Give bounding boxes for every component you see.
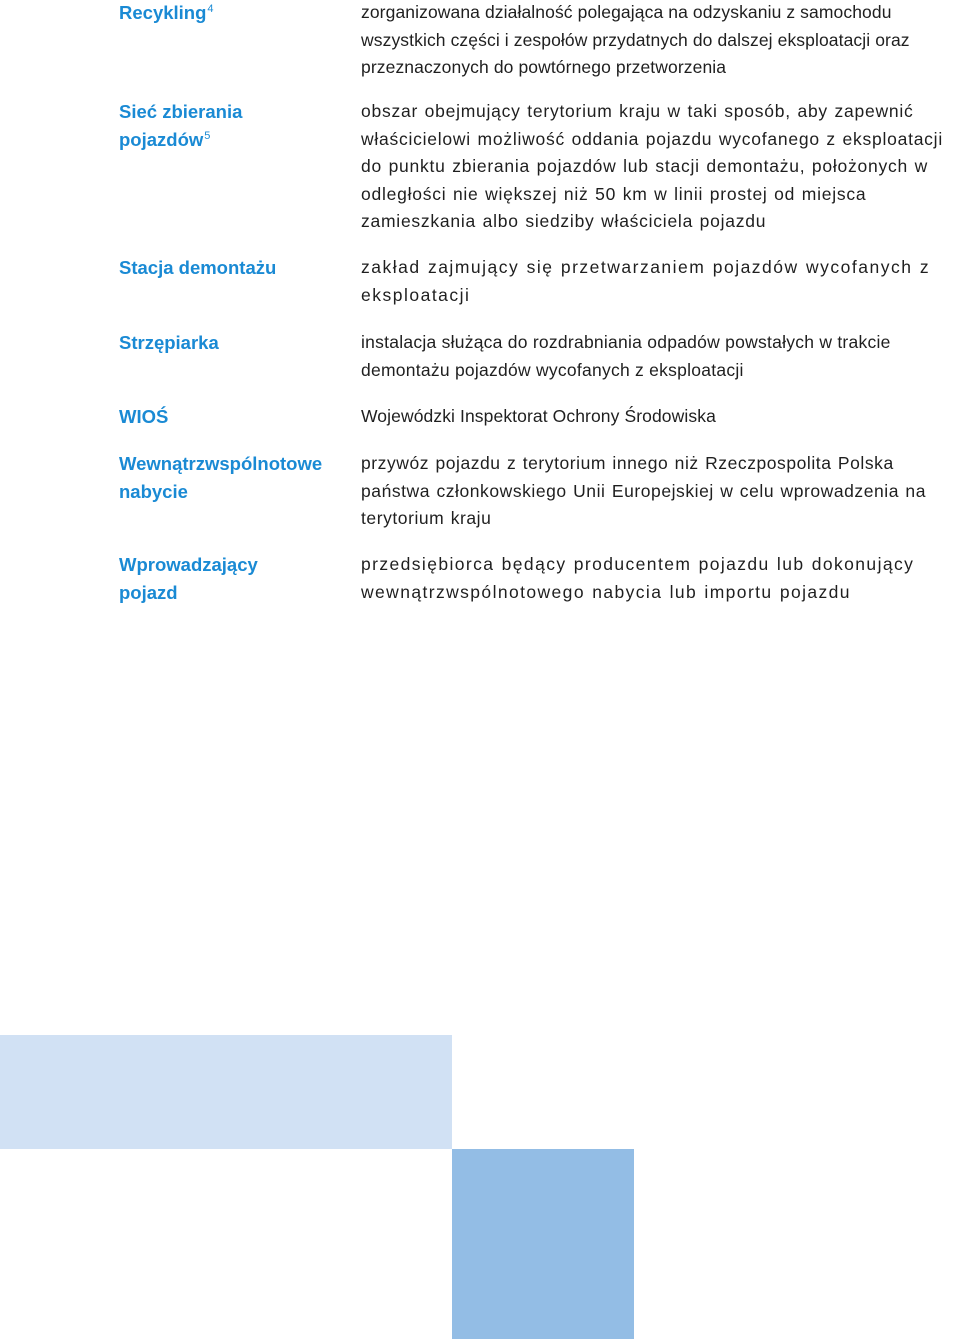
term-stacja-demontazu: Stacja demontażu — [119, 257, 277, 278]
decorative-block-light — [0, 1035, 452, 1149]
term-wewnatrzwspolnotowe-nabycie: Wewnątrzwspólnotowe nabycie — [119, 453, 323, 502]
term-label: Recykling — [119, 2, 207, 23]
definition-siec-zbierania: obszar obejmujący terytorium kraju w taki sposób, aby zapewnić właścicielowi możliwość oddania pojazdu wycofanego z eksploatacji do punktu zbierania pojazdów lub stacji demontażu, położonych w odległości nie większej niż 50 km w linii prostej od miejsca zamieszkania albo siedziby właściciela pojazdu — [361, 101, 943, 231]
term-strzepiarka: Strzępiarka — [119, 332, 219, 353]
term-wprowadzajacy-pojazd: Wprowadzający pojazd — [119, 554, 258, 603]
definition-strzepiarka: instalacja służąca do rozdrabniania odpadów powstałych w trakcie demontażu pojazdów wycofanych z eksploatacji — [361, 332, 891, 380]
term-wios: WIOŚ — [119, 406, 169, 427]
term-label: Sieć zbierania pojazdów — [119, 101, 243, 150]
term-recykling — [119, 0, 344, 27]
footnote-marker: 4 — [207, 3, 214, 15]
definition-stacja-demontazu: zakład zajmujący się przetwarzaniem pojazdów wycofanych z eksploatacji — [361, 257, 931, 305]
decorative-block-mid — [452, 1149, 634, 1339]
definition-wios: Wojewódzki Inspektorat Ochrony Środowiska — [361, 406, 716, 426]
term-siec-zbierania — [119, 98, 279, 153]
definition-wprowadzajacy-pojazd: przedsiębiorca będący producentem pojazdu lub dokonujący wewnątrzwspólnotowego nabycia lub importu pojazdu — [361, 554, 915, 602]
definition-wewnatrzwspolnotowe-nabycie: przywóz pojazdu z terytorium innego niż Rzeczpospolita Polska państwa członkowskiego Unii Europejskiej w celu wprowadzenia na terytorium kraju — [361, 453, 926, 528]
definition-recykling: zorganizowana działalność polegająca na odzyskaniu z samochodu wszystkich części i zespołów przydatnych do dalszej eksploatacji oraz przeznaczonych do powtórnego przetworzenia — [361, 2, 910, 77]
footnote-marker: 5 — [204, 129, 211, 142]
